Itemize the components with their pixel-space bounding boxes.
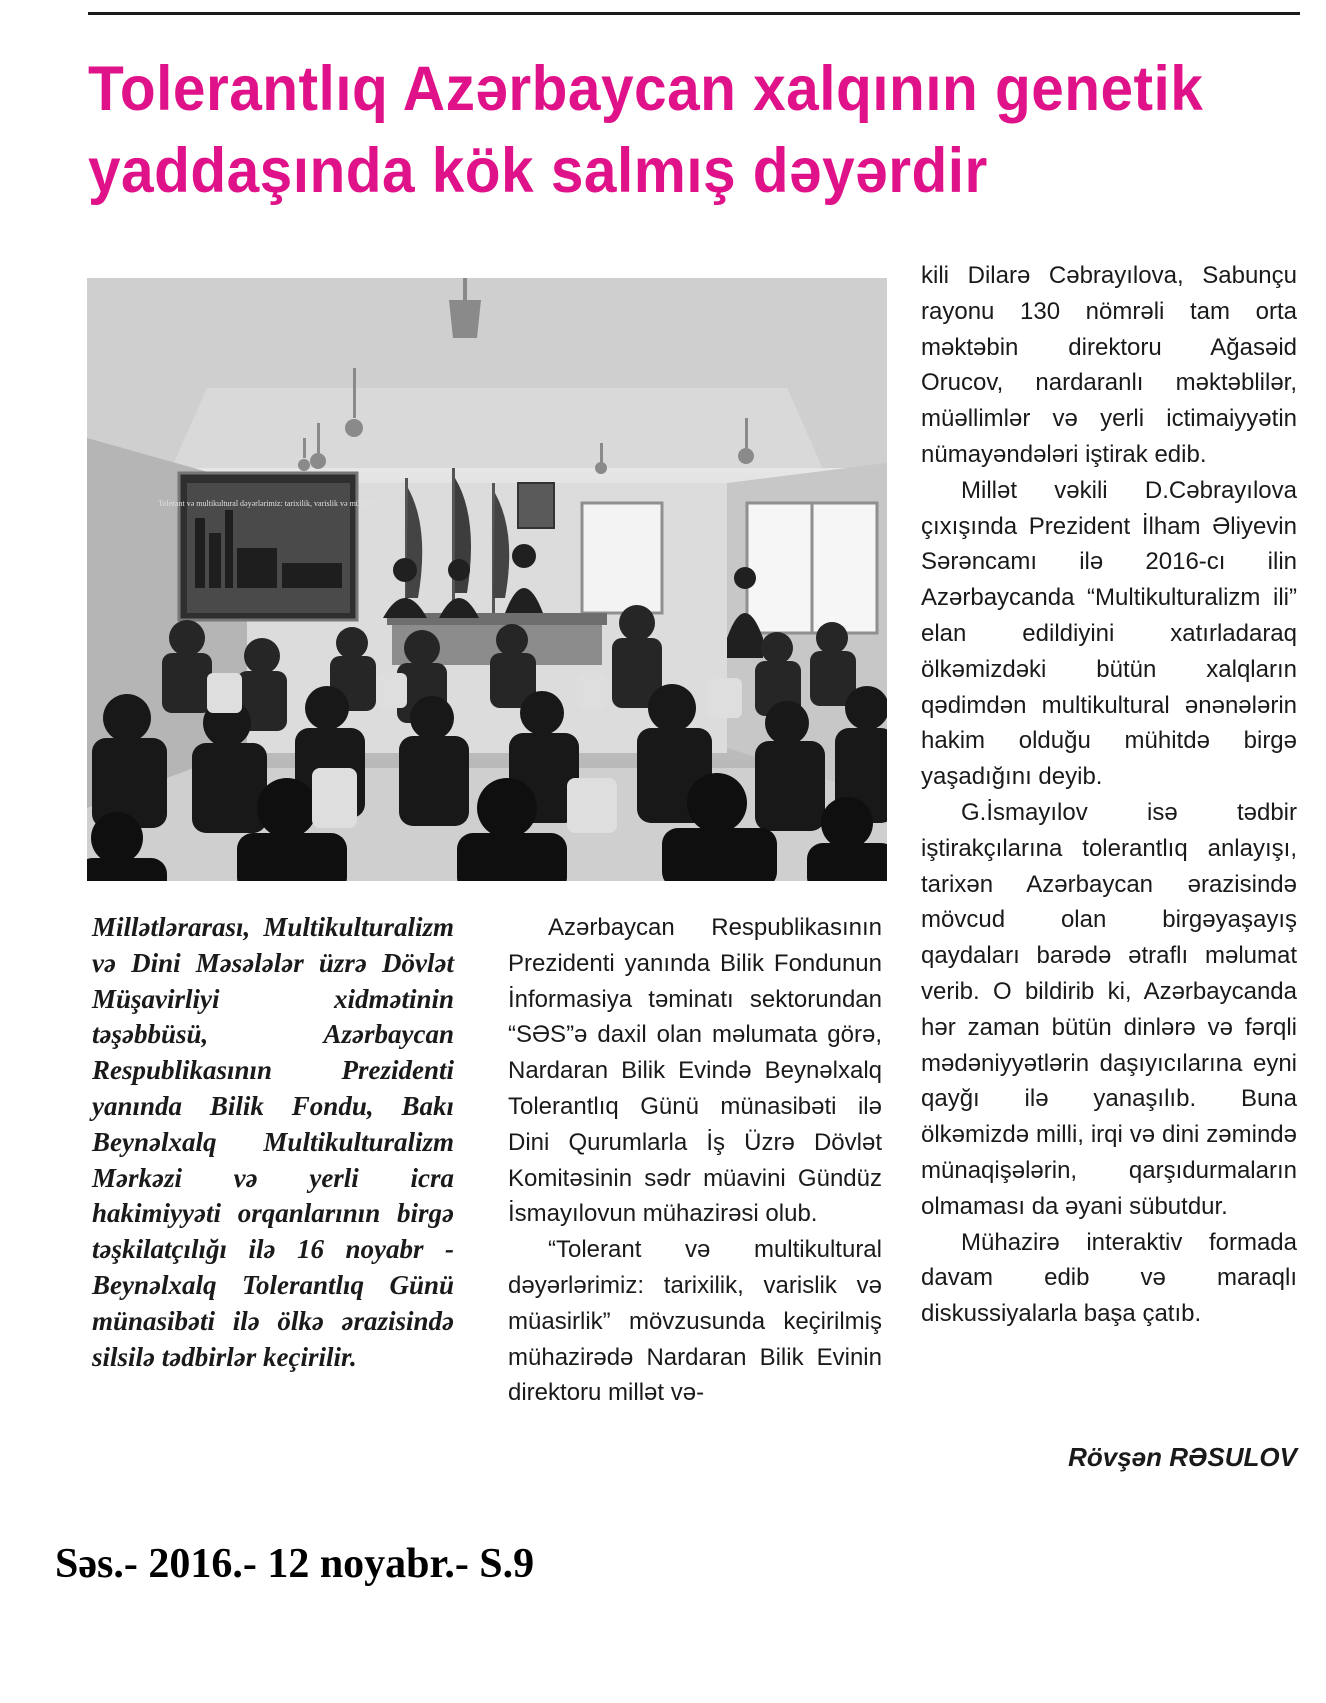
headline-line-1: Tolerantlıq Azərbaycan xalqının genetik — [88, 54, 1204, 124]
column-3-paragraph-4: Mühazirə interaktiv formada davam edib və maraqlı diskussiyalarla başa çatıb. — [921, 1228, 1297, 1328]
source-citation: Səs.- 2016.- 12 noyabr.- S.9 — [55, 1541, 535, 1587]
lead-paragraph — [92, 910, 454, 1375]
headline-line-2: yaddaşında kök salmış dəyərdir — [88, 136, 988, 206]
column-3-paragraph-2: Millət vəkili D.Cəbrayılova çıxışında Prezident İlham Əliyevin Sərəncamı ilə 2016-cı ilin Azərbaycanda “Multikulturalizm ili” elan edildiyini xatırladaraq ölkəmizdəki bütün xalqların qədimdən multikultural ənənələrin hakim olduğu mühitdə birgə yaşadığını deyib. — [921, 476, 1297, 791]
column-2-paragraph-2: “Tolerant və multikultural dəyərlərimiz: tarixilik, varislik və müasirlik” mövzusunda keçirilmiş mühazirədə Nardaran Bilik Evinin direktoru millət və- — [508, 1236, 882, 1407]
article-column-2 — [508, 910, 882, 1411]
column-3-paragraph-1: kili Dilarə Cəbrayılova, Sabunçu rayonu 130 nömrəli tam orta məktəbin direktoru Ağasəid Orucov, nardaranlı məktəblilər, müəllimlər və yerli ictimaiyyətin nümayəndələri iştirak edib. — [921, 262, 1297, 468]
headline — [88, 48, 1223, 212]
column-3-paragraph-3: G.İsmayılov isə tədbir iştirakçılarına tolerantlıq anlayışı, tarixən Azərbaycan ərazisində mövcud olan birgəyaşayış qaydaları barədə ətraflı məlumat verib. O bildirib ki, Azərbaycanda hər zaman bütün dinlərə və fərqli mədəniyyətlərin daşıyıcılarına eyni qayğı ilə yanaşılıb. Buna ölkəmizdə milli, irqi və dini zəmində münaqişələrin, qarşıdurmaların olmaması da əyani sübutdur. — [921, 798, 1297, 1220]
top-rule — [88, 12, 1300, 15]
article-column-3 — [921, 258, 1297, 1332]
author-signature: Rövşən RƏSULOV — [1068, 1442, 1297, 1472]
event-photo — [87, 278, 887, 881]
column-2-paragraph-1: Azərbaycan Respublikasının Prezidenti yanında Bilik Fondunun İnformasiya təminatı sektorundan “SƏS”ə daxil olan məlumata görə, Nardaran Bilik Evində Beynəlxalq Tolerantlıq Günü münasibəti ilə Dini Qurumlarla İş Üzrə Dövlət Komitəsinin sədr müavini Gündüz İsmayılovun mühazirəsi olub. — [508, 914, 882, 1228]
screen-title: Tolerant və multikultural dəyərlərimiz: tarixilik, varislik və müasirlik — [158, 499, 380, 508]
lead-text: Millətlərarası, Multikulturalizm və Dini Məsələlər üzrə Dövlət Müşavirliyi xidmətinin təşəbbüsü, Azərbaycan Respublikasının Prezidenti yanında Bilik Fondu, Bakı Beynəlxalq Multikulturalizm Mərkəzi və yerli icra hakimiyyəti orqanlarının birgə təşkilatçılığı ilə 16 noyabr - Beynəlxalq Tolerantlıq Günü münasibəti ilə ölkə ərazisində silsilə tədbirlər keçirilir. — [92, 912, 454, 1372]
